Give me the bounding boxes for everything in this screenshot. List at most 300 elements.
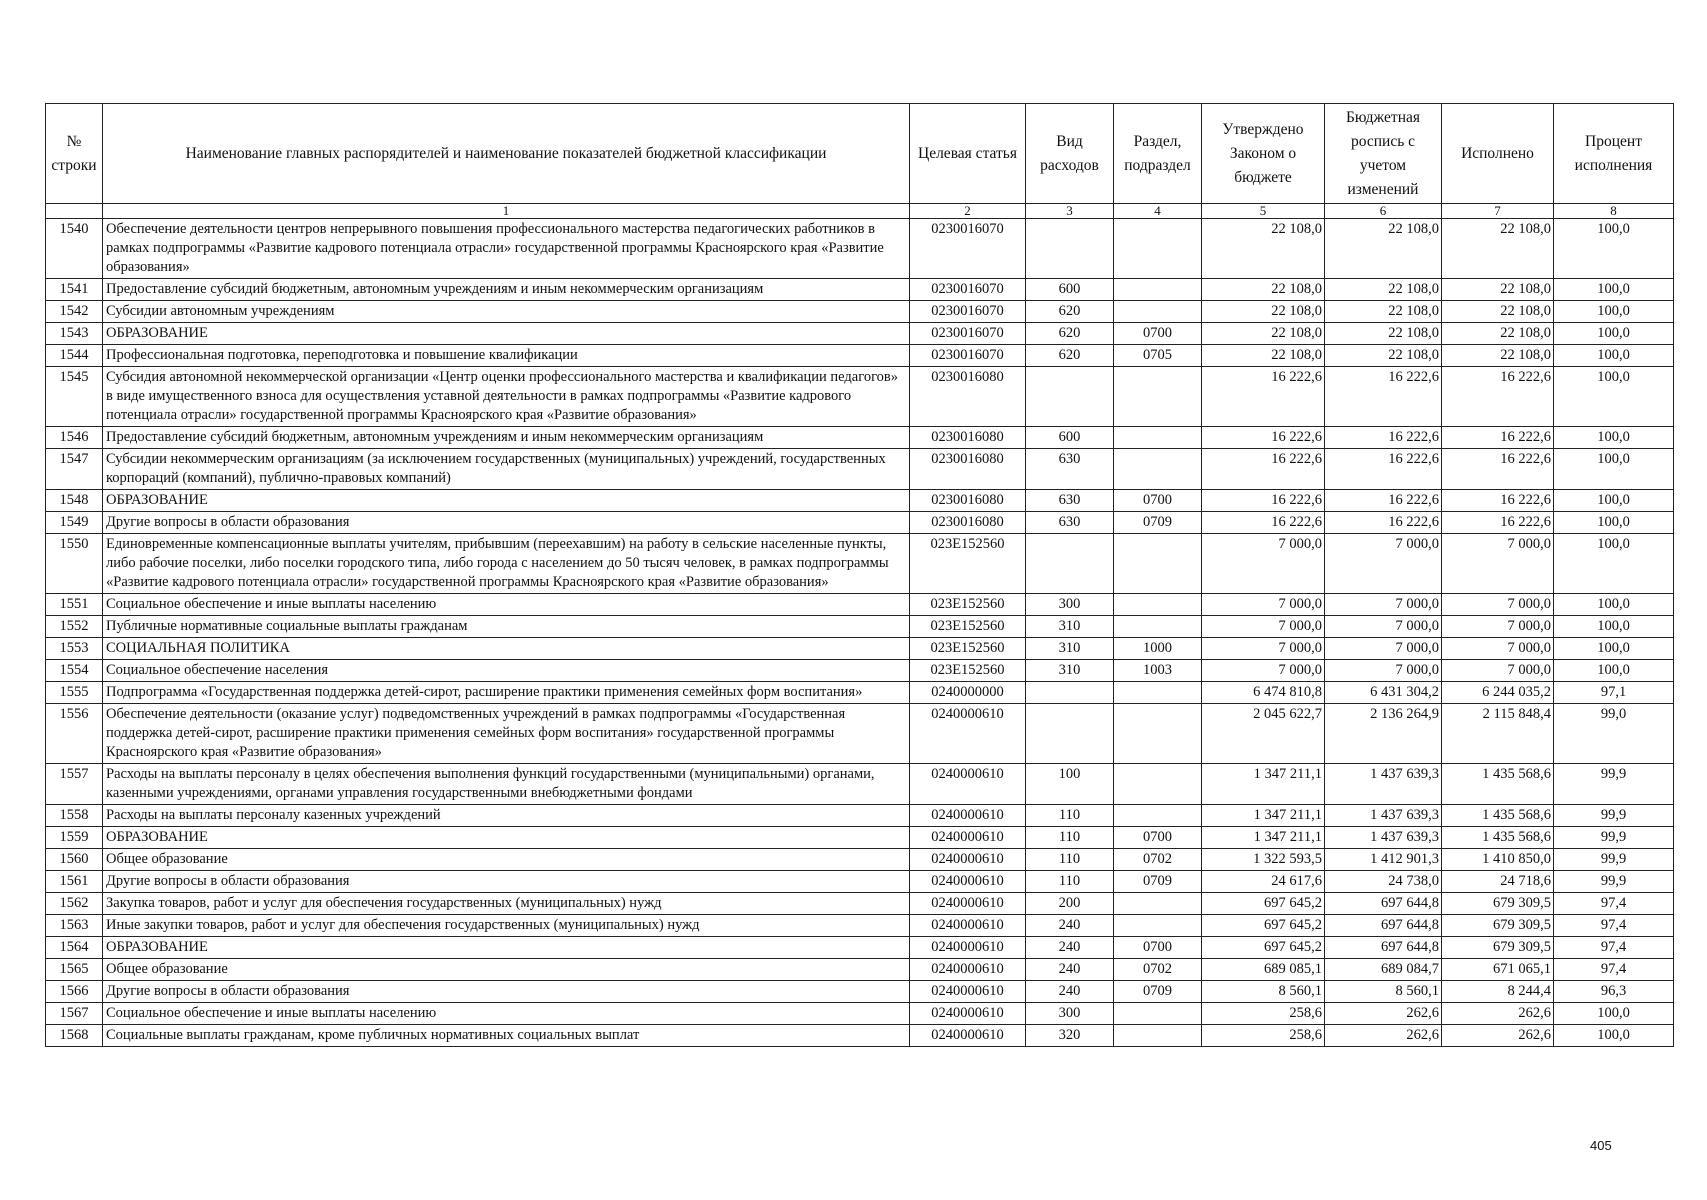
- approved-amount-cell: 258,6: [1202, 1003, 1325, 1025]
- row-name-cell: Предоставление субсидий бюджетным, автономным учреждениям и иным некоммерческим организациям: [103, 427, 910, 449]
- percent-cell: 100,0: [1554, 638, 1674, 660]
- row-name-cell: ОБРАЗОВАНИЕ: [103, 490, 910, 512]
- approved-amount-cell: 8 560,1: [1202, 981, 1325, 1003]
- schedule-amount-cell: 16 222,6: [1325, 490, 1442, 512]
- expense-type-cell: 630: [1026, 490, 1114, 512]
- section-cell: 0700: [1114, 323, 1202, 345]
- row-name-cell: Другие вопросы в области образования: [103, 871, 910, 893]
- approved-amount-cell: 16 222,6: [1202, 427, 1325, 449]
- schedule-amount-cell: 1 437 639,3: [1325, 827, 1442, 849]
- target-article-cell: 0230016070: [910, 323, 1026, 345]
- approved-amount-cell: 7 000,0: [1202, 534, 1325, 594]
- budget-table-sheet: [45, 103, 1673, 1047]
- section-cell: [1114, 427, 1202, 449]
- schedule-amount-cell: 262,6: [1325, 1003, 1442, 1025]
- schedule-amount-cell: 8 560,1: [1325, 981, 1442, 1003]
- column-number: 1: [103, 204, 910, 219]
- approved-amount-cell: 7 000,0: [1202, 660, 1325, 682]
- approved-amount-cell: 7 000,0: [1202, 638, 1325, 660]
- approved-amount-cell: 22 108,0: [1202, 301, 1325, 323]
- expense-type-cell: 240: [1026, 937, 1114, 959]
- percent-cell: 100,0: [1554, 427, 1674, 449]
- table-row: [46, 279, 1674, 301]
- schedule-amount-cell: 7 000,0: [1325, 594, 1442, 616]
- schedule-amount-cell: 2 136 264,9: [1325, 704, 1442, 764]
- row-number-cell: 1565: [46, 959, 103, 981]
- schedule-amount-cell: 262,6: [1325, 1025, 1442, 1047]
- table-row: [46, 682, 1674, 704]
- row-number-cell: 1562: [46, 893, 103, 915]
- schedule-amount-cell: 1 437 639,3: [1325, 764, 1442, 805]
- section-cell: [1114, 367, 1202, 427]
- schedule-amount-cell: 16 222,6: [1325, 427, 1442, 449]
- section-cell: [1114, 805, 1202, 827]
- column-number: 7: [1442, 204, 1554, 219]
- row-name-cell: Предоставление субсидий бюджетным, автономным учреждениям и иным некоммерческим организациям: [103, 279, 910, 301]
- approved-amount-cell: 1 347 211,1: [1202, 827, 1325, 849]
- expense-type-cell: 310: [1026, 660, 1114, 682]
- row-number-cell: 1564: [46, 937, 103, 959]
- row-number-cell: 1541: [46, 279, 103, 301]
- section-cell: 0700: [1114, 490, 1202, 512]
- percent-cell: 100,0: [1554, 534, 1674, 594]
- executed-amount-cell: 7 000,0: [1442, 616, 1554, 638]
- executed-amount-cell: 22 108,0: [1442, 345, 1554, 367]
- row-number-cell: 1552: [46, 616, 103, 638]
- target-article-cell: 0240000610: [910, 704, 1026, 764]
- percent-cell: 100,0: [1554, 449, 1674, 490]
- schedule-amount-cell: 22 108,0: [1325, 219, 1442, 279]
- row-name-cell: Общее образование: [103, 959, 910, 981]
- executed-amount-cell: 7 000,0: [1442, 594, 1554, 616]
- section-cell: 1003: [1114, 660, 1202, 682]
- row-number-cell: 1568: [46, 1025, 103, 1047]
- percent-cell: 97,4: [1554, 893, 1674, 915]
- approved-amount-cell: 22 108,0: [1202, 323, 1325, 345]
- section-cell: [1114, 219, 1202, 279]
- row-name-cell: Социальное обеспечение и иные выплаты населению: [103, 594, 910, 616]
- target-article-cell: 0240000610: [910, 893, 1026, 915]
- row-name-cell: Субсидии автономным учреждениям: [103, 301, 910, 323]
- approved-amount-cell: 6 474 810,8: [1202, 682, 1325, 704]
- section-cell: 0709: [1114, 512, 1202, 534]
- percent-cell: 100,0: [1554, 1003, 1674, 1025]
- expense-type-cell: 630: [1026, 512, 1114, 534]
- section-cell: 0709: [1114, 981, 1202, 1003]
- row-name-cell: Субсидия автономной некоммерческой организации «Центр оценки профессионального мастерства и квалификации педагогов» в виде имущественного взноса для осуществления уставной деятельности в рамках подпрограммы «Развитие кадрового потенциала отрасли» государственной программы Красноярского края «Развитие образования»: [103, 367, 910, 427]
- row-number-cell: 1551: [46, 594, 103, 616]
- target-article-cell: 0230016070: [910, 301, 1026, 323]
- executed-amount-cell: 262,6: [1442, 1025, 1554, 1047]
- percent-cell: 99,0: [1554, 704, 1674, 764]
- column-number: 8: [1554, 204, 1674, 219]
- percent-cell: 100,0: [1554, 660, 1674, 682]
- column-number: 2: [910, 204, 1026, 219]
- section-cell: [1114, 449, 1202, 490]
- row-number-cell: 1555: [46, 682, 103, 704]
- row-name-cell: Другие вопросы в области образования: [103, 981, 910, 1003]
- expense-type-cell: 240: [1026, 959, 1114, 981]
- row-name-cell: Социальные выплаты гражданам, кроме публичных нормативных социальных выплат: [103, 1025, 910, 1047]
- target-article-cell: 0240000610: [910, 1003, 1026, 1025]
- approved-amount-cell: 689 085,1: [1202, 959, 1325, 981]
- target-article-cell: 0240000610: [910, 981, 1026, 1003]
- approved-amount-cell: 7 000,0: [1202, 616, 1325, 638]
- target-article-cell: 0240000610: [910, 805, 1026, 827]
- percent-cell: 97,1: [1554, 682, 1674, 704]
- approved-amount-cell: 16 222,6: [1202, 367, 1325, 427]
- percent-cell: 100,0: [1554, 345, 1674, 367]
- expense-type-cell: 620: [1026, 323, 1114, 345]
- section-cell: 1000: [1114, 638, 1202, 660]
- row-number-cell: 1567: [46, 1003, 103, 1025]
- row-number-cell: 1540: [46, 219, 103, 279]
- percent-cell: 97,4: [1554, 915, 1674, 937]
- approved-amount-cell: 22 108,0: [1202, 219, 1325, 279]
- header-approved: Утверждено Законом о бюджете: [1202, 104, 1325, 204]
- percent-cell: 99,9: [1554, 871, 1674, 893]
- schedule-amount-cell: 7 000,0: [1325, 534, 1442, 594]
- table-row: [46, 764, 1674, 805]
- percent-cell: 100,0: [1554, 323, 1674, 345]
- executed-amount-cell: 16 222,6: [1442, 449, 1554, 490]
- row-number-cell: 1554: [46, 660, 103, 682]
- target-article-cell: 0240000610: [910, 1025, 1026, 1047]
- row-name-cell: Закупка товаров, работ и услуг для обеспечения государственных (муниципальных) нужд: [103, 893, 910, 915]
- table-row: [46, 301, 1674, 323]
- table-row: [46, 638, 1674, 660]
- row-number-cell: 1561: [46, 871, 103, 893]
- percent-cell: 100,0: [1554, 512, 1674, 534]
- executed-amount-cell: 22 108,0: [1442, 301, 1554, 323]
- target-article-cell: 0240000610: [910, 915, 1026, 937]
- schedule-amount-cell: 697 644,8: [1325, 937, 1442, 959]
- approved-amount-cell: 16 222,6: [1202, 490, 1325, 512]
- schedule-amount-cell: 689 084,7: [1325, 959, 1442, 981]
- row-name-cell: Подпрограмма «Государственная поддержка детей-сирот, расширение практики применения семейных форм воспитания»: [103, 682, 910, 704]
- target-article-cell: 023E152560: [910, 638, 1026, 660]
- expense-type-cell: 110: [1026, 805, 1114, 827]
- row-name-cell: Расходы на выплаты персоналу в целях обеспечения выполнения функций государственными (муниципальными) органами, казенными учреждениями, органами управления государственными внебюджетными фондами: [103, 764, 910, 805]
- table-row: [46, 915, 1674, 937]
- table-row: [46, 512, 1674, 534]
- section-cell: [1114, 301, 1202, 323]
- target-article-cell: 0240000610: [910, 827, 1026, 849]
- executed-amount-cell: 1 435 568,6: [1442, 805, 1554, 827]
- header-section: Раздел, подраздел: [1114, 104, 1202, 204]
- expense-type-cell: [1026, 219, 1114, 279]
- approved-amount-cell: 697 645,2: [1202, 915, 1325, 937]
- header-name: Наименование главных распорядителей и наименование показателей бюджетной классификации: [103, 104, 910, 204]
- target-article-cell: 0240000610: [910, 937, 1026, 959]
- table-row: [46, 490, 1674, 512]
- section-cell: 0702: [1114, 959, 1202, 981]
- schedule-amount-cell: 1 437 639,3: [1325, 805, 1442, 827]
- table-row: [46, 323, 1674, 345]
- expense-type-cell: 630: [1026, 449, 1114, 490]
- table-row: [46, 660, 1674, 682]
- target-article-cell: 0230016070: [910, 219, 1026, 279]
- row-number-cell: 1550: [46, 534, 103, 594]
- executed-amount-cell: 1 410 850,0: [1442, 849, 1554, 871]
- executed-amount-cell: 22 108,0: [1442, 219, 1554, 279]
- header-expense-type: Вид расходов: [1026, 104, 1114, 204]
- target-article-cell: 0230016070: [910, 279, 1026, 301]
- expense-type-cell: 110: [1026, 849, 1114, 871]
- schedule-amount-cell: 7 000,0: [1325, 638, 1442, 660]
- schedule-amount-cell: 6 431 304,2: [1325, 682, 1442, 704]
- approved-amount-cell: 22 108,0: [1202, 279, 1325, 301]
- executed-amount-cell: 679 309,5: [1442, 915, 1554, 937]
- table-row: [46, 449, 1674, 490]
- section-cell: 0700: [1114, 827, 1202, 849]
- approved-amount-cell: 22 108,0: [1202, 345, 1325, 367]
- executed-amount-cell: 6 244 035,2: [1442, 682, 1554, 704]
- row-number-cell: 1547: [46, 449, 103, 490]
- header-row-number: № строки: [46, 104, 103, 204]
- table-row: [46, 871, 1674, 893]
- approved-amount-cell: 16 222,6: [1202, 512, 1325, 534]
- target-article-cell: 0230016080: [910, 449, 1026, 490]
- row-number-cell: 1543: [46, 323, 103, 345]
- percent-cell: 96,3: [1554, 981, 1674, 1003]
- executed-amount-cell: 22 108,0: [1442, 323, 1554, 345]
- schedule-amount-cell: 22 108,0: [1325, 279, 1442, 301]
- row-name-cell: ОБРАЗОВАНИЕ: [103, 937, 910, 959]
- row-name-cell: Иные закупки товаров, работ и услуг для обеспечения государственных (муниципальных) нужд: [103, 915, 910, 937]
- section-cell: 0700: [1114, 937, 1202, 959]
- row-name-cell: Обеспечение деятельности центров непрерывного повышения профессионального мастерства педагогических работников в рамках подпрограммы «Развитие кадрового потенциала отрасли» государственной программы Красноярского края «Развитие образования»: [103, 219, 910, 279]
- schedule-amount-cell: 22 108,0: [1325, 345, 1442, 367]
- table-row: [46, 219, 1674, 279]
- table-row: [46, 1025, 1674, 1047]
- target-article-cell: 0230016070: [910, 345, 1026, 367]
- percent-cell: 100,0: [1554, 616, 1674, 638]
- table-header-row: [46, 104, 1674, 204]
- row-name-cell: Профессиональная подготовка, переподготовка и повышение квалификации: [103, 345, 910, 367]
- approved-amount-cell: 697 645,2: [1202, 937, 1325, 959]
- percent-cell: 97,4: [1554, 959, 1674, 981]
- section-cell: [1114, 616, 1202, 638]
- percent-cell: 99,9: [1554, 849, 1674, 871]
- target-article-cell: 0230016080: [910, 490, 1026, 512]
- table-row: [46, 937, 1674, 959]
- table-row: [46, 367, 1674, 427]
- approved-amount-cell: 1 347 211,1: [1202, 805, 1325, 827]
- row-name-cell: Общее образование: [103, 849, 910, 871]
- expense-type-cell: 110: [1026, 827, 1114, 849]
- percent-cell: 100,0: [1554, 367, 1674, 427]
- schedule-amount-cell: 24 738,0: [1325, 871, 1442, 893]
- schedule-amount-cell: 1 412 901,3: [1325, 849, 1442, 871]
- row-number-cell: 1553: [46, 638, 103, 660]
- schedule-amount-cell: 22 108,0: [1325, 323, 1442, 345]
- target-article-cell: 0230016080: [910, 512, 1026, 534]
- table-row: [46, 981, 1674, 1003]
- target-article-cell: 0230016080: [910, 367, 1026, 427]
- percent-cell: 100,0: [1554, 219, 1674, 279]
- budget-execution-table: [45, 103, 1674, 1047]
- target-article-cell: 0240000610: [910, 871, 1026, 893]
- schedule-amount-cell: 697 644,8: [1325, 893, 1442, 915]
- table-row: [46, 534, 1674, 594]
- approved-amount-cell: 2 045 622,7: [1202, 704, 1325, 764]
- expense-type-cell: 240: [1026, 915, 1114, 937]
- target-article-cell: 023E152560: [910, 616, 1026, 638]
- percent-cell: 99,9: [1554, 764, 1674, 805]
- approved-amount-cell: 697 645,2: [1202, 893, 1325, 915]
- row-number-cell: 1566: [46, 981, 103, 1003]
- expense-type-cell: 240: [1026, 981, 1114, 1003]
- target-article-cell: 023E152560: [910, 534, 1026, 594]
- target-article-cell: 0240000000: [910, 682, 1026, 704]
- table-row: [46, 345, 1674, 367]
- section-cell: [1114, 1003, 1202, 1025]
- percent-cell: 100,0: [1554, 1025, 1674, 1047]
- executed-amount-cell: 16 222,6: [1442, 367, 1554, 427]
- table-row: [46, 1003, 1674, 1025]
- expense-type-cell: [1026, 704, 1114, 764]
- column-number-blank: [46, 204, 103, 219]
- table-row: [46, 594, 1674, 616]
- expense-type-cell: 600: [1026, 279, 1114, 301]
- expense-type-cell: 300: [1026, 1003, 1114, 1025]
- approved-amount-cell: 16 222,6: [1202, 449, 1325, 490]
- executed-amount-cell: 24 718,6: [1442, 871, 1554, 893]
- row-name-cell: Другие вопросы в области образования: [103, 512, 910, 534]
- section-cell: [1114, 1025, 1202, 1047]
- executed-amount-cell: 7 000,0: [1442, 534, 1554, 594]
- executed-amount-cell: 679 309,5: [1442, 937, 1554, 959]
- expense-type-cell: 310: [1026, 616, 1114, 638]
- row-number-cell: 1542: [46, 301, 103, 323]
- table-row: [46, 959, 1674, 981]
- schedule-amount-cell: 16 222,6: [1325, 512, 1442, 534]
- executed-amount-cell: 671 065,1: [1442, 959, 1554, 981]
- header-budget-schedule: Бюджетная роспись с учетом изменений: [1325, 104, 1442, 204]
- table-body: [46, 219, 1674, 1047]
- table-row: [46, 704, 1674, 764]
- row-number-cell: 1546: [46, 427, 103, 449]
- section-cell: [1114, 915, 1202, 937]
- approved-amount-cell: 258,6: [1202, 1025, 1325, 1047]
- row-name-cell: СОЦИАЛЬНАЯ ПОЛИТИКА: [103, 638, 910, 660]
- column-number: 6: [1325, 204, 1442, 219]
- section-cell: [1114, 594, 1202, 616]
- approved-amount-cell: 7 000,0: [1202, 594, 1325, 616]
- executed-amount-cell: 22 108,0: [1442, 279, 1554, 301]
- page-number: 405: [1590, 1138, 1612, 1153]
- table-row: [46, 616, 1674, 638]
- row-name-cell: Субсидии некоммерческим организациям (за исключением государственных (муниципальных) учреждений, государственных корпораций (компаний), публично-правовых компаний): [103, 449, 910, 490]
- row-name-cell: Социальное обеспечение и иные выплаты населению: [103, 1003, 910, 1025]
- row-number-cell: 1557: [46, 764, 103, 805]
- percent-cell: 100,0: [1554, 301, 1674, 323]
- executed-amount-cell: 16 222,6: [1442, 490, 1554, 512]
- row-name-cell: ОБРАЗОВАНИЕ: [103, 827, 910, 849]
- schedule-amount-cell: 16 222,6: [1325, 449, 1442, 490]
- percent-cell: 97,4: [1554, 937, 1674, 959]
- executed-amount-cell: 16 222,6: [1442, 427, 1554, 449]
- percent-cell: 99,9: [1554, 805, 1674, 827]
- target-article-cell: 0240000610: [910, 849, 1026, 871]
- executed-amount-cell: 8 244,4: [1442, 981, 1554, 1003]
- expense-type-cell: 200: [1026, 893, 1114, 915]
- section-cell: [1114, 704, 1202, 764]
- target-article-cell: 0240000610: [910, 959, 1026, 981]
- row-number-cell: 1548: [46, 490, 103, 512]
- row-name-cell: ОБРАЗОВАНИЕ: [103, 323, 910, 345]
- section-cell: 0705: [1114, 345, 1202, 367]
- expense-type-cell: 320: [1026, 1025, 1114, 1047]
- header-target-article: Целевая статья: [910, 104, 1026, 204]
- percent-cell: 100,0: [1554, 490, 1674, 512]
- expense-type-cell: 110: [1026, 871, 1114, 893]
- expense-type-cell: 620: [1026, 301, 1114, 323]
- approved-amount-cell: 24 617,6: [1202, 871, 1325, 893]
- executed-amount-cell: 1 435 568,6: [1442, 764, 1554, 805]
- column-number-row: [46, 204, 1674, 219]
- executed-amount-cell: 262,6: [1442, 1003, 1554, 1025]
- row-name-cell: Обеспечение деятельности (оказание услуг) подведомственных учреждений в рамках подпрограммы «Государственная поддержка детей-сирот, расширение практики применения семейных форм воспитания» государственной программы Красноярского края «Развитие образования»: [103, 704, 910, 764]
- row-number-cell: 1556: [46, 704, 103, 764]
- expense-type-cell: 620: [1026, 345, 1114, 367]
- section-cell: [1114, 279, 1202, 301]
- row-number-cell: 1545: [46, 367, 103, 427]
- header-executed: Исполнено: [1442, 104, 1554, 204]
- target-article-cell: 023E152560: [910, 594, 1026, 616]
- row-name-cell: Социальное обеспечение населения: [103, 660, 910, 682]
- percent-cell: 99,9: [1554, 827, 1674, 849]
- executed-amount-cell: 2 115 848,4: [1442, 704, 1554, 764]
- percent-cell: 100,0: [1554, 594, 1674, 616]
- section-cell: [1114, 893, 1202, 915]
- expense-type-cell: [1026, 367, 1114, 427]
- header-percent: Процент исполнения: [1554, 104, 1674, 204]
- section-cell: [1114, 764, 1202, 805]
- schedule-amount-cell: 7 000,0: [1325, 660, 1442, 682]
- executed-amount-cell: 7 000,0: [1442, 638, 1554, 660]
- table-row: [46, 893, 1674, 915]
- expense-type-cell: 310: [1026, 638, 1114, 660]
- expense-type-cell: [1026, 534, 1114, 594]
- table-row: [46, 849, 1674, 871]
- schedule-amount-cell: 16 222,6: [1325, 367, 1442, 427]
- row-number-cell: 1559: [46, 827, 103, 849]
- percent-cell: 100,0: [1554, 279, 1674, 301]
- target-article-cell: 0240000610: [910, 764, 1026, 805]
- executed-amount-cell: 7 000,0: [1442, 660, 1554, 682]
- approved-amount-cell: 1 347 211,1: [1202, 764, 1325, 805]
- table-row: [46, 827, 1674, 849]
- row-number-cell: 1544: [46, 345, 103, 367]
- section-cell: [1114, 534, 1202, 594]
- table-row: [46, 805, 1674, 827]
- executed-amount-cell: 679 309,5: [1442, 893, 1554, 915]
- row-name-cell: Единовременные компенсационные выплаты учителям, прибывшим (переехавшим) на работу в сельские населенные пункты, либо рабочие поселки, либо поселки городского типа, либо города с населением до 50 тысяч человек, в рамках подпрограммы «Развитие кадрового потенциала отрасли» государственной программы Красноярского края «Развитие образования»: [103, 534, 910, 594]
- section-cell: [1114, 682, 1202, 704]
- target-article-cell: 0230016080: [910, 427, 1026, 449]
- row-name-cell: Публичные нормативные социальные выплаты гражданам: [103, 616, 910, 638]
- column-number: 3: [1026, 204, 1114, 219]
- executed-amount-cell: 1 435 568,6: [1442, 827, 1554, 849]
- schedule-amount-cell: 7 000,0: [1325, 616, 1442, 638]
- expense-type-cell: 600: [1026, 427, 1114, 449]
- column-number: 5: [1202, 204, 1325, 219]
- row-number-cell: 1549: [46, 512, 103, 534]
- table-row: [46, 427, 1674, 449]
- section-cell: 0702: [1114, 849, 1202, 871]
